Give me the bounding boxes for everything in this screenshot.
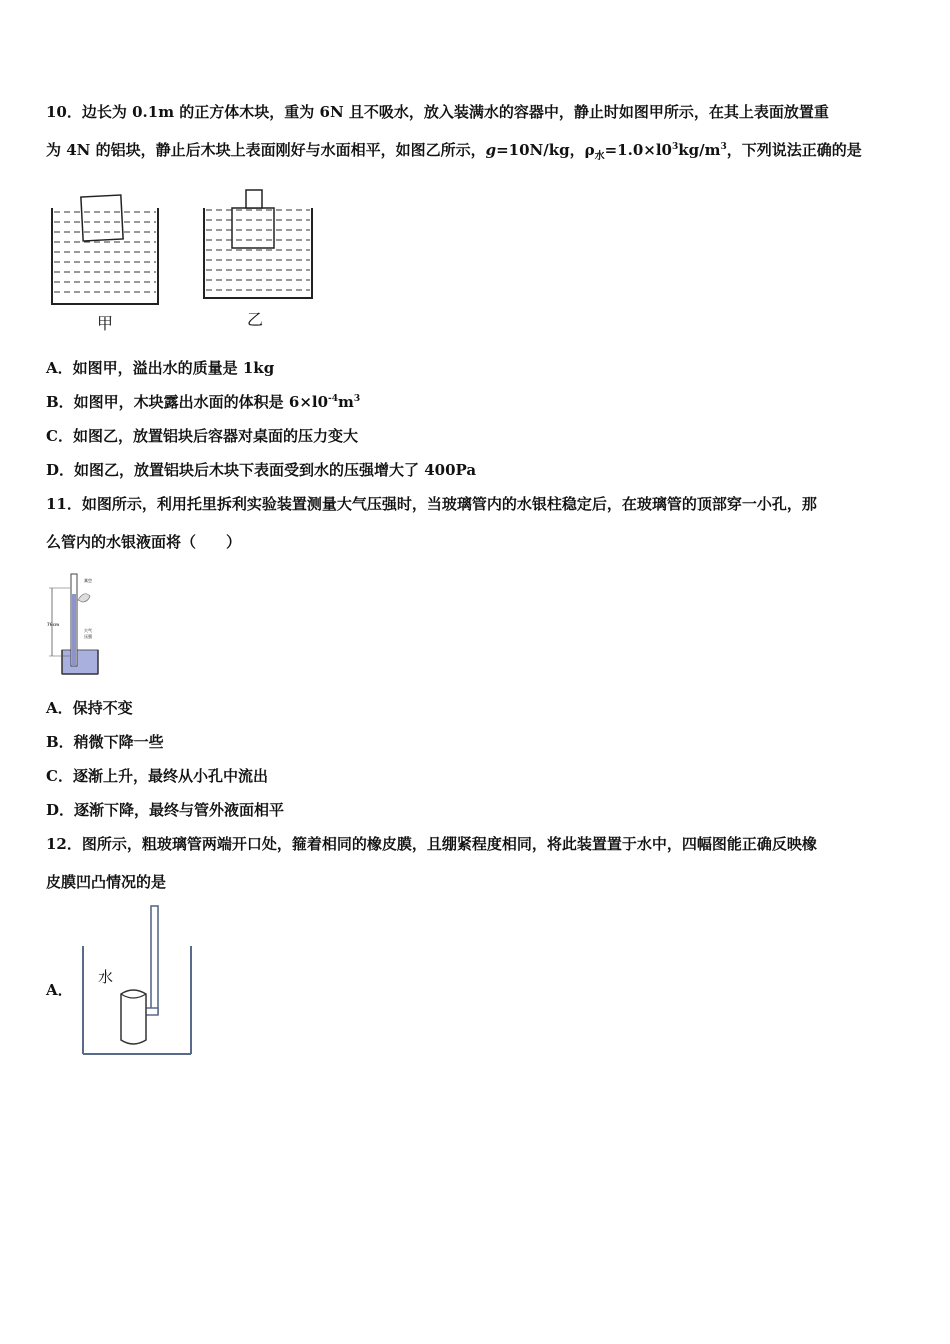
svg-text:76cm: 76cm	[47, 622, 60, 627]
water-label: 水	[98, 968, 114, 986]
q10-line1: 10．边长为 0.1m 的正方体木块，重为 6N 且不吸水，放入装满水的容器中，静止时如图甲所示，在其上表面放置重	[46, 103, 829, 121]
q11-option-d: D．逐渐下降，最终与管外液面相平	[46, 801, 285, 819]
q12-option-a-label: A．	[46, 981, 73, 999]
q11-line1: 11．如图所示，利用托里拆利实验装置测量大气压强时，当玻璃管内的水银柱稳定后，在玻璃管的顶部穿一小孔，那	[46, 495, 817, 513]
svg-text:大气: 大气	[84, 628, 92, 633]
figure-torricelli	[44, 570, 104, 678]
q10-option-a: A．如图甲，溢出水的质量是 1kg	[46, 359, 275, 377]
q11-option-b: B．稍微下降一些	[46, 733, 164, 751]
figure-jia-label: 甲	[97, 314, 114, 333]
q11-option-a: A．保持不变	[46, 699, 133, 717]
q10-option-d: D．如图乙，放置铝块后木块下表面受到水的压强增大了 400Pa	[46, 461, 477, 479]
svg-text:真空: 真空	[84, 578, 92, 583]
figure-yi-label: 乙	[247, 310, 264, 329]
q10-option-c: C．如图乙，放置铝块后容器对桌面的压力变大	[46, 427, 358, 445]
q11-option-c: C．逐渐上升，最终从小孔中流出	[46, 767, 268, 785]
q11-line2: 么管内的水银液面将（ ）	[46, 533, 242, 551]
svg-text:压强: 压强	[84, 634, 92, 639]
q10-option-b: B．如图甲，木块露出水面的体积是 $6\times l0^{-4}m^3$	[46, 393, 361, 411]
q12-line1: 12．图所示，粗玻璃管两端开口处，箍着相同的橡皮膜，且绷紧程度相同，将此装置置于水中，四幅图能正确反映橡	[46, 835, 817, 853]
figure-q12-option-a	[78, 902, 198, 1062]
q12-line2: 皮膜凹凸情况的是	[46, 873, 167, 891]
q10-line2: 为 4N 的铝块，静止后木块上表面刚好与水面相平，如图乙所示，g=10N/kg，$\rho_水=1.0\times l0^3kg/m^3$，下列说法正确的是	[46, 141, 862, 162]
